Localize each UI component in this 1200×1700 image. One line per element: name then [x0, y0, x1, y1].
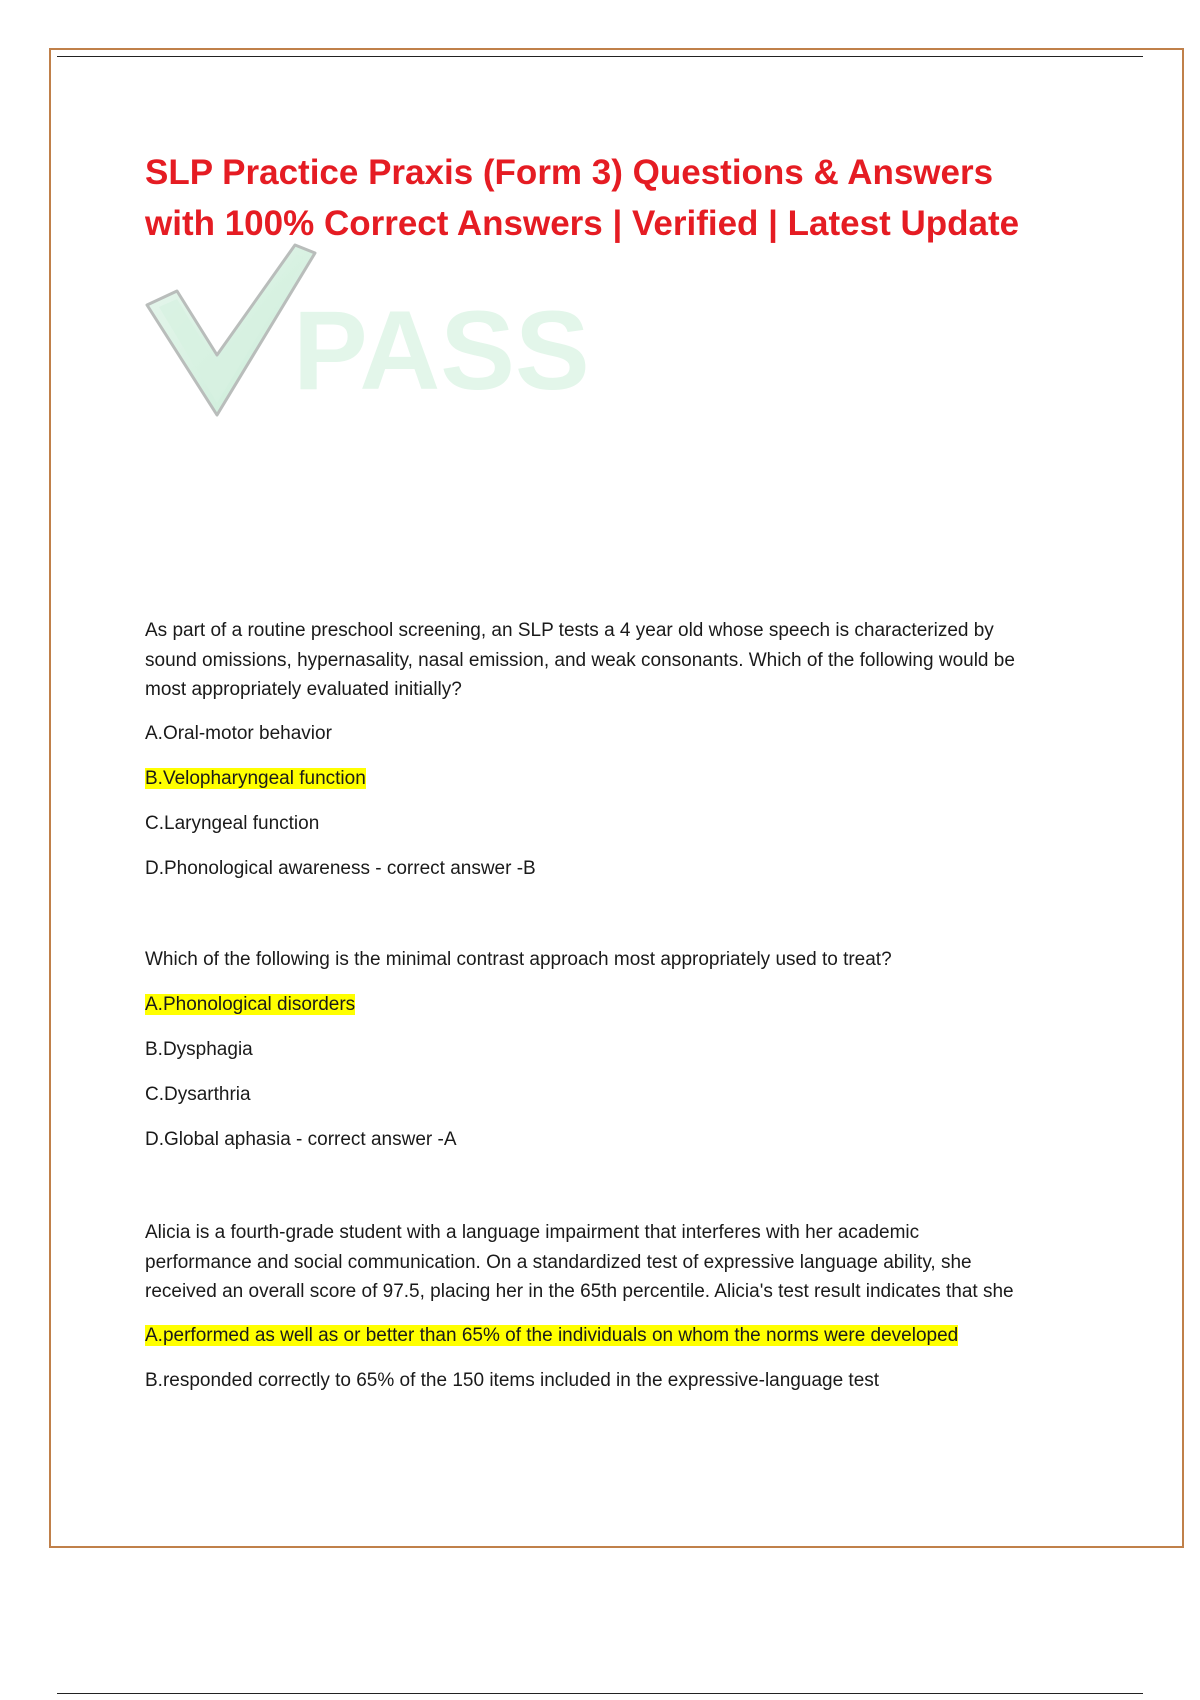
question-line: performance and social communication. On a standardized test of expressive language ability, she [145, 1251, 972, 1273]
question-line: most appropriately evaluated initially? [145, 679, 462, 700]
answer-option: D.Phonological awareness - correct answer -B [145, 857, 536, 879]
question-line: received an overall score of 97.5, placing her in the 65th percentile. Alicia's test result indicates that she [145, 1281, 1014, 1302]
answer-option-correct [145, 990, 1105, 1020]
question-line: sound omissions, hypernasality, nasal emission, and weak consonants. Which of the following would be [145, 649, 1015, 671]
question-line: As part of a routine preschool screening, an SLP tests a 4 year old whose speech is characterized by [145, 620, 994, 641]
top-rule [57, 56, 1143, 57]
highlighted-answer: B.Velopharyngeal function [145, 767, 366, 789]
question-2 [145, 945, 1105, 1154]
watermark-text: PASS [293, 288, 590, 413]
answer-option: C.Dysarthria [145, 1083, 251, 1105]
answer-option-correct [145, 764, 1105, 794]
document-title [145, 147, 1145, 249]
pass-checkmark-icon [145, 243, 605, 423]
title-line-1: SLP Practice Praxis (Form 3) Questions & Answers [145, 153, 994, 192]
question-3 [145, 1218, 1105, 1395]
question-text [145, 945, 1105, 975]
question-text [145, 616, 1105, 705]
answer-option: B.responded correctly to 65% of the 150 items included in the expressive-language test [145, 1369, 880, 1391]
question-line: Alicia is a fourth-grade student with a language impairment that interferes with her academic [145, 1222, 920, 1243]
question-1 [145, 616, 1105, 883]
question-line: Which of the following is the minimal contrast approach most appropriately used to treat? [145, 949, 892, 970]
answer-option: B.Dysphagia [145, 1038, 253, 1060]
pass-watermark-logo [145, 243, 605, 423]
question-text [145, 1218, 1105, 1307]
answer-option-correct [145, 1321, 1105, 1351]
answer-option: D.Global aphasia - correct answer -A [145, 1128, 457, 1150]
bottom-rule [57, 1693, 1143, 1694]
answer-option: C.Laryngeal function [145, 812, 320, 834]
highlighted-answer: A.Phonological disorders [145, 993, 356, 1015]
answer-option: A.Oral-motor behavior [145, 722, 332, 744]
highlighted-answer: A.performed as well as or better than 65% of the individuals on whom the norms were developed [145, 1324, 959, 1346]
title-line-2: with 100% Correct Answers | Verified | Latest Update [145, 204, 1020, 243]
